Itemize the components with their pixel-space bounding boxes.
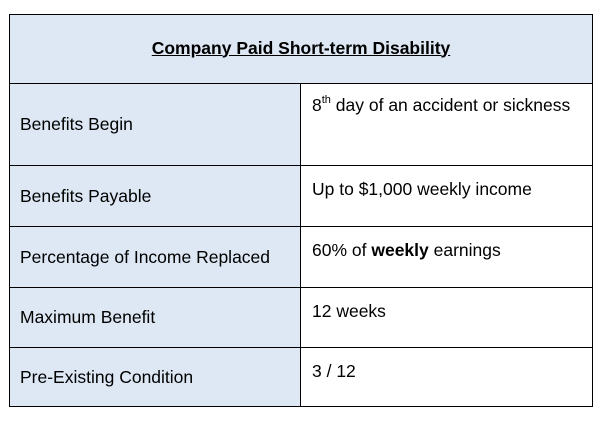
row-value	[301, 84, 592, 165]
value-text: day of an accident or sickness	[330, 95, 571, 115]
table-title-row	[10, 15, 592, 84]
value-text: 60% of	[312, 240, 372, 260]
row-label: Benefits Payable	[10, 166, 301, 226]
value-ordinal-suffix: th	[321, 94, 331, 107]
table-row	[10, 84, 592, 166]
table-row	[10, 348, 592, 406]
row-label: Maximum Benefit	[10, 288, 301, 347]
row-label: Percentage of Income Replaced	[10, 227, 301, 287]
value-text: earnings	[428, 240, 501, 260]
table-title: Company Paid Short-term Disability	[151, 37, 451, 58]
row-value	[301, 227, 592, 287]
row-value: 3 / 12	[301, 348, 592, 406]
table-row	[10, 227, 592, 288]
row-value: 12 weeks	[301, 288, 592, 347]
row-label: Pre-Existing Condition	[10, 348, 301, 406]
value-emphasis: weekly	[371, 240, 429, 260]
row-value: Up to $1,000 weekly income	[301, 166, 592, 226]
row-label: Benefits Begin	[10, 84, 301, 165]
benefits-table	[9, 14, 593, 407]
value-number: 8	[312, 95, 322, 115]
table-row	[10, 288, 592, 348]
table-row	[10, 166, 592, 227]
